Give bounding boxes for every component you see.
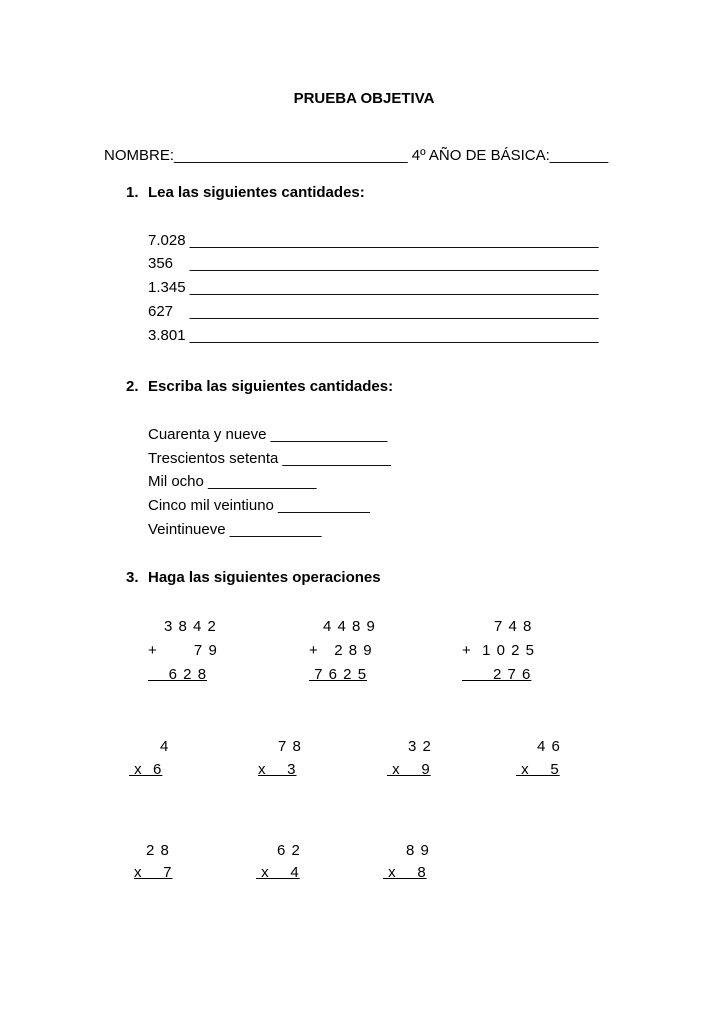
section-3-number: 3. xyxy=(126,569,139,586)
section-1-number: 1. xyxy=(126,184,139,201)
addend-middle: + 1 0 2 5 xyxy=(462,642,535,659)
writing-item: Trescientos setenta _____________ xyxy=(148,450,391,467)
writing-item: Mil ocho _____________ xyxy=(148,473,317,490)
section-3-heading: Haga las siguientes operaciones xyxy=(148,569,381,586)
reading-item: 356 _________________________________________________ xyxy=(148,255,599,272)
factor-top: 2 8 xyxy=(146,842,170,859)
factor-bottom: x 3 xyxy=(258,761,297,778)
section-1-heading: Lea las siguientes cantidades: xyxy=(148,184,365,201)
reading-item: 3.801 _________________________________________________ xyxy=(148,327,599,344)
addend-middle: + 7 9 xyxy=(148,642,218,659)
addend-bottom: 2 7 6 xyxy=(462,666,532,683)
factor-bottom: x 4 xyxy=(256,864,300,881)
addend-bottom: 6 2 8 xyxy=(148,666,208,683)
addend-bottom: 7 6 2 5 xyxy=(309,666,368,683)
factor-top: 4 6 xyxy=(537,738,561,755)
reading-item: 7.028 _________________________________________________ xyxy=(148,232,599,249)
factor-top: 8 9 xyxy=(406,842,430,859)
factor-bottom: x 9 xyxy=(387,761,431,778)
factor-bottom: x 6 xyxy=(129,761,163,778)
section-2-number: 2. xyxy=(126,378,139,395)
addend-top: 4 4 8 9 xyxy=(323,618,376,635)
factor-bottom: x 7 xyxy=(134,864,173,881)
writing-item: Cuarenta y nueve ______________ xyxy=(148,426,388,443)
writing-item: Veintinueve ___________ xyxy=(148,521,322,538)
addend-top: 7 4 8 xyxy=(494,618,533,635)
reading-item: 1.345 _________________________________________________ xyxy=(148,279,599,296)
reading-item: 627 _________________________________________________ xyxy=(148,303,599,320)
factor-top: 3 2 xyxy=(408,738,432,755)
page-title: PRUEBA OBJETIVA xyxy=(293,90,435,107)
factor-bottom: x 5 xyxy=(516,761,560,778)
factor-top: 7 8 xyxy=(278,738,302,755)
factor-top: 6 2 xyxy=(277,842,301,859)
section-2-heading: Escriba las siguientes cantidades: xyxy=(148,378,394,395)
factor-bottom: x 8 xyxy=(383,864,427,881)
writing-item: Cinco mil veintiuno ___________ xyxy=(148,497,370,514)
addend-middle: + 2 8 9 xyxy=(309,642,373,659)
addend-top: 3 8 4 2 xyxy=(164,618,217,635)
name-grade-line: NOMBRE:____________________________ 4º AÑO DE BÁSICA:_______ xyxy=(104,147,609,164)
factor-top: 4 xyxy=(160,738,170,755)
